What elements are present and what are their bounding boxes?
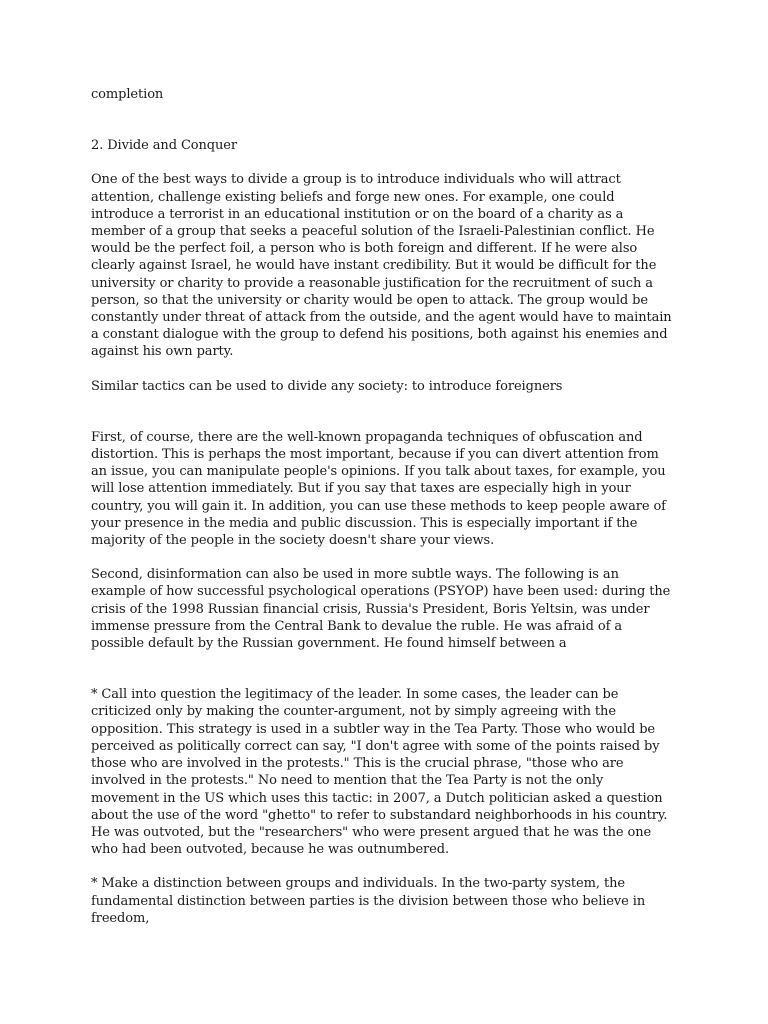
paragraph-gap: [91, 858, 683, 875]
text-line: completion: [91, 87, 164, 102]
text-line: freedom,: [91, 910, 150, 926]
paragraph-gap: [91, 395, 683, 429]
text-line: * Call into question the legitimacy of the leader. In some cases, the leader can be: [91, 687, 619, 703]
text-line: One of the best ways to divide a group is to introduce individuals who will attract: [91, 172, 621, 188]
text-line: those who are involved in the protests." This is the crucial phrase, "those who are: [91, 756, 624, 772]
text-line: perceived as politically correct can say, "I don't agree with some of the points raised by: [91, 738, 660, 754]
text-line: Second, disinformation can also be used in more subtle ways. The following is an: [91, 567, 619, 583]
text-line: a constant dialogue with the group to defend his positions, both against his enemies and: [91, 327, 668, 343]
paragraph-2: [91, 378, 683, 395]
text-line: clearly against Israel, he would have instant credibility. But it would be difficult for the: [91, 258, 657, 274]
paragraph-5: [91, 686, 683, 858]
paragraph-gap: [91, 103, 683, 137]
paragraph-gap: [91, 361, 683, 378]
heading-text: 2. Divide and Conquer: [91, 138, 237, 154]
text-line: an issue, you can manipulate people's opinions. If you talk about taxes, for example, you: [91, 464, 666, 480]
text-line: university or charity to provide a reasonable justification for the recruitment of such a: [91, 275, 653, 291]
text-line: distortion. This is perhaps the most important, because if you can divert attention from: [91, 447, 659, 463]
text-line: majority of the people in the society doesn't share your views.: [91, 533, 495, 549]
paragraph-6: [91, 875, 683, 927]
text-line: country, you will gain it. In addition, you can use these methods to keep people aware of: [91, 498, 666, 514]
text-line: introduce a terrorist in an educational institution or on the board of a charity as a: [91, 206, 624, 222]
text-line: fundamental distinction between parties is the division between those who believe in: [91, 893, 646, 909]
paragraph-gap: [91, 549, 683, 566]
document-page: [91, 86, 683, 927]
continuation-text: [91, 86, 683, 103]
text-line: Similar tactics can be used to divide any society: to introduce foreigners: [91, 378, 563, 394]
section-heading: [91, 137, 683, 154]
text-line: crisis of the 1998 Russian financial crisis, Russia's President, Boris Yeltsin, was under: [91, 601, 650, 617]
text-line: your presence in the media and public discussion. This is especially important if the: [91, 515, 638, 531]
text-line: * Make a distinction between groups and individuals. In the two-party system, the: [91, 876, 625, 892]
text-line: example of how successful psychological operations (PSYOP) have been used: during the: [91, 584, 671, 600]
paragraph-gap: [91, 652, 683, 686]
text-line: First, of course, there are the well-known propaganda techniques of obfuscation and: [91, 429, 643, 445]
text-line: immense pressure from the Central Bank to devalue the ruble. He was afraid of a: [91, 618, 622, 634]
text-line: member of a group that seeks a peaceful solution of the Israeli-Palestinian conflict. He: [91, 224, 655, 240]
text-line: who had been outvoted, because he was outnumbered.: [91, 842, 450, 858]
paragraph-4: [91, 566, 683, 652]
paragraph-1: [91, 171, 683, 360]
text-line: about the use of the word "ghetto" to refer to substandard neighborhoods in his country.: [91, 807, 668, 823]
paragraph-gap: [91, 154, 683, 171]
text-line: criticized only by making the counter-argument, not by simply agreeing with the: [91, 704, 616, 720]
text-line: opposition. This strategy is used in a subtler way in the Tea Party. Those who would be: [91, 721, 656, 737]
text-line: possible default by the Russian government. He found himself between a: [91, 636, 567, 652]
text-line: constantly under threat of attack from the outside, and the agent would have to maintain: [91, 310, 672, 326]
paragraph-3: [91, 429, 683, 549]
text-line: person, so that the university or charity would be open to attack. The group would be: [91, 292, 648, 308]
text-line: will lose attention immediately. But if you say that taxes are especially high in your: [91, 481, 631, 497]
text-line: involved in the protests." No need to mention that the Tea Party is not the only: [91, 773, 604, 789]
text-line: against his own party.: [91, 344, 234, 360]
text-line: movement in the US which uses this tactic: in 2007, a Dutch politician asked a question: [91, 790, 663, 806]
text-line: would be the perfect foil, a person who is both foreign and different. If he were also: [91, 241, 638, 257]
text-line: He was outvoted, but the "researchers" who were present argued that he was the one: [91, 824, 652, 840]
text-line: attention, challenge existing beliefs and forge new ones. For example, one could: [91, 189, 615, 205]
